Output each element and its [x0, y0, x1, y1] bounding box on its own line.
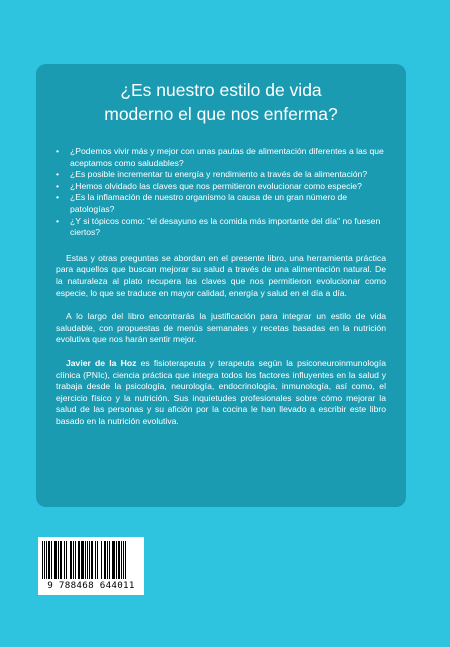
bullet-icon: •	[56, 192, 60, 203]
question-text: ¿Hemos olvidado las claves que nos permitieron evolucionar como especie?	[70, 180, 362, 191]
question-text: ¿Es la inflamación de nuestro organismo la causa de un gran número de patologías?	[70, 192, 348, 214]
cover-title-line-1: ¿Es nuestro estilo de vida	[120, 80, 322, 100]
synopsis-paragraph: Estas y otras preguntas se abordan en el presente libro, una herramienta práctica para aquellos que buscan mejorar su salud a través de una alimentación natural. De la naturaleza al plato recupera las claves que nos permitieron evolucionar como especie, lo que se traduce en mayor calidad, energía y salud en el día a día.	[56, 252, 386, 298]
list-item	[56, 192, 386, 215]
bullet-icon: •	[56, 215, 60, 226]
content-paragraph: A lo largo del libro encontrarás la justificación para integrar un estilo de vida saludable, con propuestas de menús semanales y recetas basadas en la nutrición evolutiva que nos harán sentir mejor.	[56, 311, 386, 345]
author-bio-paragraph	[56, 358, 386, 428]
list-item	[56, 146, 386, 169]
question-text: ¿Podemos vivir más y mejor con unas pautas de alimentación diferentes a las que aceptamos como saludables?	[70, 146, 384, 168]
bullet-icon: •	[56, 180, 60, 191]
bullet-icon: •	[56, 146, 60, 156]
isbn-digits: 9 788468 644011	[47, 580, 135, 591]
author-bio-text: es fisioterapeuta y terapeuta según la psiconeuroinmunología clínica (PNIc), ciencia práctica que integra todos los factores influyentes en la salud y trabaja desde la psicología, neurología, endocrinología, inmunología, así como, el ejercicio físico y la nutrición. Sus inquietudes profesionales sobre cómo mejorar la salud de las personas y su afición por la cocina le han llevado a escribir este libro basado en la nutrición evolutiva.	[56, 357, 386, 426]
list-item	[56, 169, 386, 181]
question-text: ¿Y si tópicos como: "el desayuno es la comida más importante del día" no fuesen ciertos?	[70, 215, 381, 238]
cover-title	[56, 78, 386, 126]
isbn-barcode	[38, 537, 144, 595]
barcode-bars	[42, 541, 140, 579]
author-name: Javier de la Hoz	[66, 357, 137, 368]
question-list	[56, 146, 386, 239]
list-item	[56, 181, 386, 193]
bullet-icon: •	[56, 169, 60, 180]
question-text: ¿Es posible incrementar tu energía y rendimiento a través de la alimentación?	[70, 169, 368, 180]
list-item	[56, 216, 386, 239]
cover-title-line-2: moderno el que nos enferma?	[104, 104, 338, 124]
back-cover-panel	[36, 64, 406, 507]
